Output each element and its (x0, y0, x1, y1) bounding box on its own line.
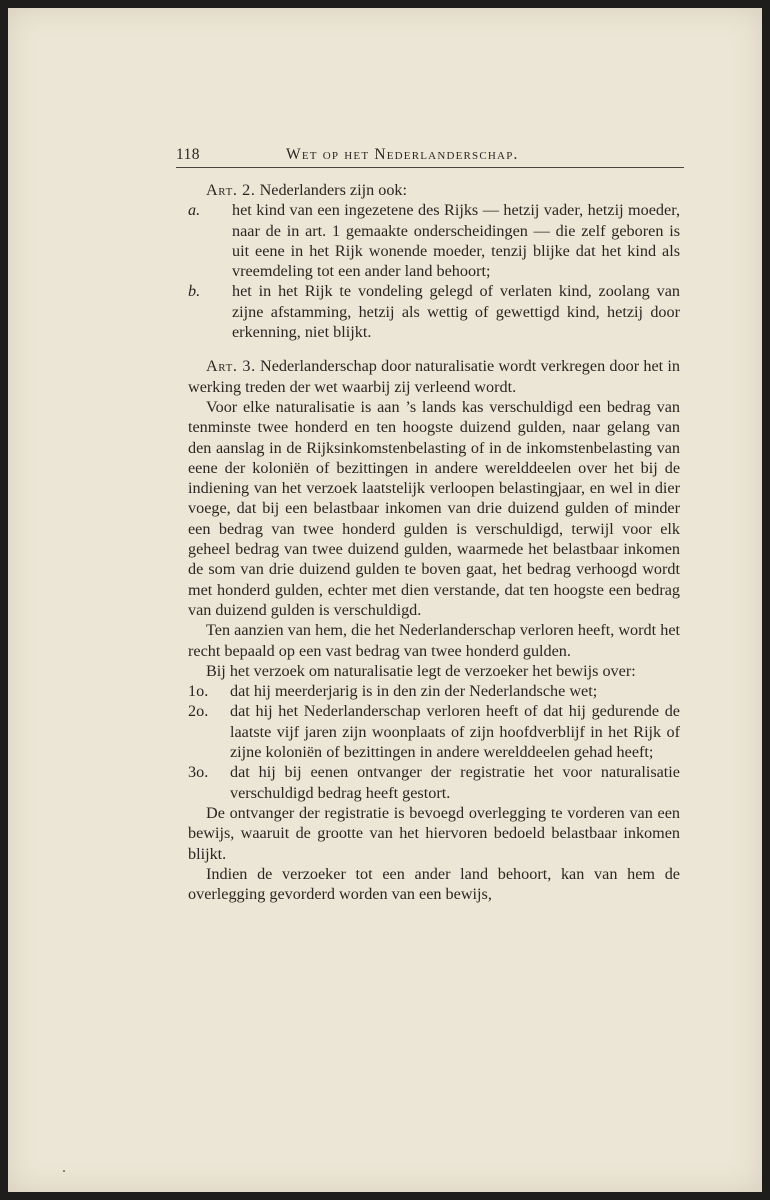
item-text: het in het Rijk te vondeling gelegd of verlaten kind, zoolang van zijne afstamming, hetzij als wettig of gewettigd kind, hetzij door erkenning, niet blijkt. (232, 282, 680, 342)
article-3-intro: Nederlanderschap door naturalisatie wordt verkregen door het in werking treden der wet waarbij zij verleend wordt. (188, 357, 680, 396)
paragraph: De ontvanger der registratie is bevoegd overlegging te vorderen van een bewijs, waaruit de grootte van het hiervoren bedoeld belastbaar inkomen blijkt. (188, 803, 680, 863)
list-item (188, 200, 680, 281)
paragraph: Voor elke naturalisatie is aan ’s lands kas verschuldigd een bedrag van tenminste twee honderd en ten hoogste duizend gulden, naar gelang van den aanslag in de Rijksinkomstenbelasting of in de inkomstenbelasting van eene der koloniën of bezittingen in andere werelddeelen over het bij de indiening van het verzoek laatstelijk verloopen belastingjaar, en wel in dier voege, dat bij een belastbaar inkomen van drie duizend gulden of minder een bedrag van twee honderd gulden is verschuldigd, terwijl voor elk geheel bedrag van twee duizend gulden, waarmede het belastbaar inkomen de som van drie duizend gulden te boven gaat, het bedrag verhoogd wordt met honderd gulden, echter met dien verstande, dat ten hoogste een bedrag van duizend gulden is verschuldigd. (188, 397, 680, 619)
paragraph: Ten aanzien van hem, die het Nederlanderschap verloren heeft, wordt het recht bepaald op een vast bedrag van twee honderd gulden. (188, 621, 680, 660)
item-label: 1o. (188, 682, 209, 701)
paragraph: Indien de verzoeker tot een ander land behoort, kan van hem de overlegging gevorderd worden van een bewijs, (188, 864, 680, 904)
article-3-heading (188, 356, 680, 397)
list-item (188, 281, 680, 342)
article-2-heading (188, 180, 680, 200)
item-text: dat hij het Nederlanderschap verloren heeft of dat hij gedurende de laatste vijf jaren zijn woonplaats of zijn hoofdverblijf in het Rijk of zijne koloniën of bezittingen in andere werelddeelen gehad heeft; (230, 702, 680, 762)
article-3-label: Art. 3. (206, 357, 256, 376)
running-title: Wet op het Nederlanderschap. (286, 146, 519, 163)
article-2-intro: Nederlanders zijn ook: (259, 181, 408, 199)
paper-speck (63, 1170, 65, 1172)
running-header (176, 146, 684, 172)
article-2-label: Art. 2. (206, 181, 256, 199)
page-number: 118 (176, 146, 200, 163)
list-item (188, 681, 680, 701)
list-item (188, 701, 680, 762)
item-label: a. (188, 201, 201, 220)
item-label: 2o. (188, 702, 209, 721)
item-text: het kind van een ingezetene des Rijks — hetzij vader, hetzij moeder, naar de in art. 1 gemaakte onderscheidingen — die zelf geboren is uit eene in het Rijk wonende moeder, tenzij blijke dat het kind als vreemdeling tot een ander land behoort; (232, 201, 680, 281)
item-label: b. (188, 282, 201, 301)
body-text (188, 180, 680, 904)
header-rule (176, 167, 684, 168)
item-text: dat hij meerderjarig is in den zin der Nederlandsche wet; (230, 682, 598, 701)
item-text: dat hij bij eenen ontvanger der registratie het voor naturalisatie verschuldigd bedrag heeft gestort. (230, 763, 680, 802)
list-item (188, 762, 680, 803)
item-label: 3o. (188, 763, 209, 782)
paragraph: Bij het verzoek om naturalisatie legt de verzoeker het bewijs over: (206, 661, 636, 680)
